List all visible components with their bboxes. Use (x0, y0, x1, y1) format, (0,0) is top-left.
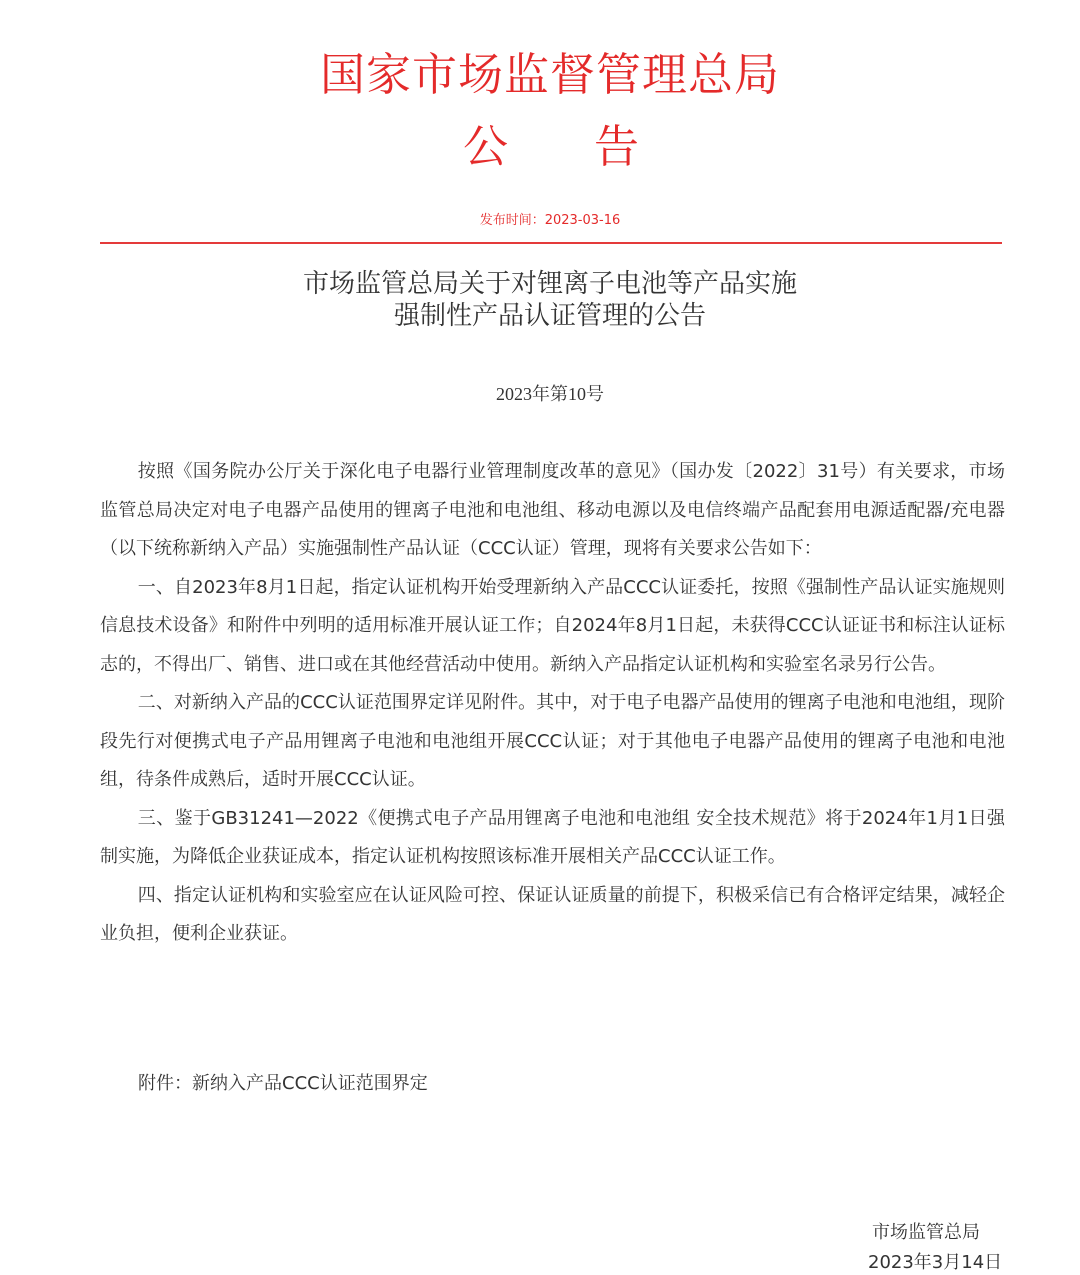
signer: 市场监管总局 (872, 1222, 980, 1243)
notice-title-char-2: 告 (594, 120, 640, 173)
document-title-line-1: 市场监管总局关于对锂离子电池等产品实施 (302, 269, 797, 299)
clause-3-paragraph: 三、鉴于GB31241—2022《便携式电子产品用锂离子电池和电池组 安全技术规范》将于2024年1月1日强制实施，为降低企业获证成本，指定认证机构按照该标准开展相关产品CCC认证工作。 (100, 807, 1005, 867)
intro-paragraph: 按照《国务院办公厅关于深化电子电器行业管理制度改革的意见》（国办发〔2022〕31号）有关要求，市场监管总局决定对电子电器产品使用的锂离子电池和电池组、移动电源以及电信终端产品配套用电源适配器/充电器（以下统称新纳入产品）实施强制性产品认证（CCC认证）管理，现将有关要求公告如下： (100, 461, 1005, 559)
notice-title-char-1: 公 (463, 120, 509, 173)
document-number: 2023年第10号 (496, 384, 604, 404)
clause-4-paragraph: 四、指定认证机构和实验室应在认证风险可控、保证认证质量的前提下，积极采信已有合格评定结果，减轻企业负担，便利企业获证。 (100, 884, 1005, 944)
clause-1-paragraph: 一、自2023年8月1日起，指定认证机构开始受理新纳入产品CCC认证委托，按照《强制性产品认证实施规则 信息技术设备》和附件中列明的适用标准开展认证工作；自2024年8月1日起，未获得CCC认证证书和标注认证标志的，不得出厂、销售、进口或在其他经营活动中使用。新纳入产品指定认证机构和实验室名录另行公告。 (100, 576, 1005, 675)
red-divider (100, 242, 1002, 244)
attachment-link[interactable]: 附件：新纳入产品CCC认证范围界定 (138, 1073, 428, 1094)
agency-title: 国家市场监督管理总局 (319, 48, 780, 101)
document-title-line-2: 强制性产品认证管理的公告 (393, 301, 706, 331)
publish-time: 发布时间：2023-03-16 (479, 213, 621, 228)
clause-2-paragraph: 二、对新纳入产品的CCC认证范围界定详见附件。其中，对于电子电器产品使用的锂离子电池和电池组，现阶段先行对便携式电子产品用锂离子电池和电池组开展CCC认证；对于其他电子电器产品使用的锂离子电池和电池组，待条件成熟后，适时开展CCC认证。 (100, 692, 1005, 790)
document-body (100, 453, 1005, 954)
sign-date: 2023年3月14日 (868, 1252, 1003, 1273)
